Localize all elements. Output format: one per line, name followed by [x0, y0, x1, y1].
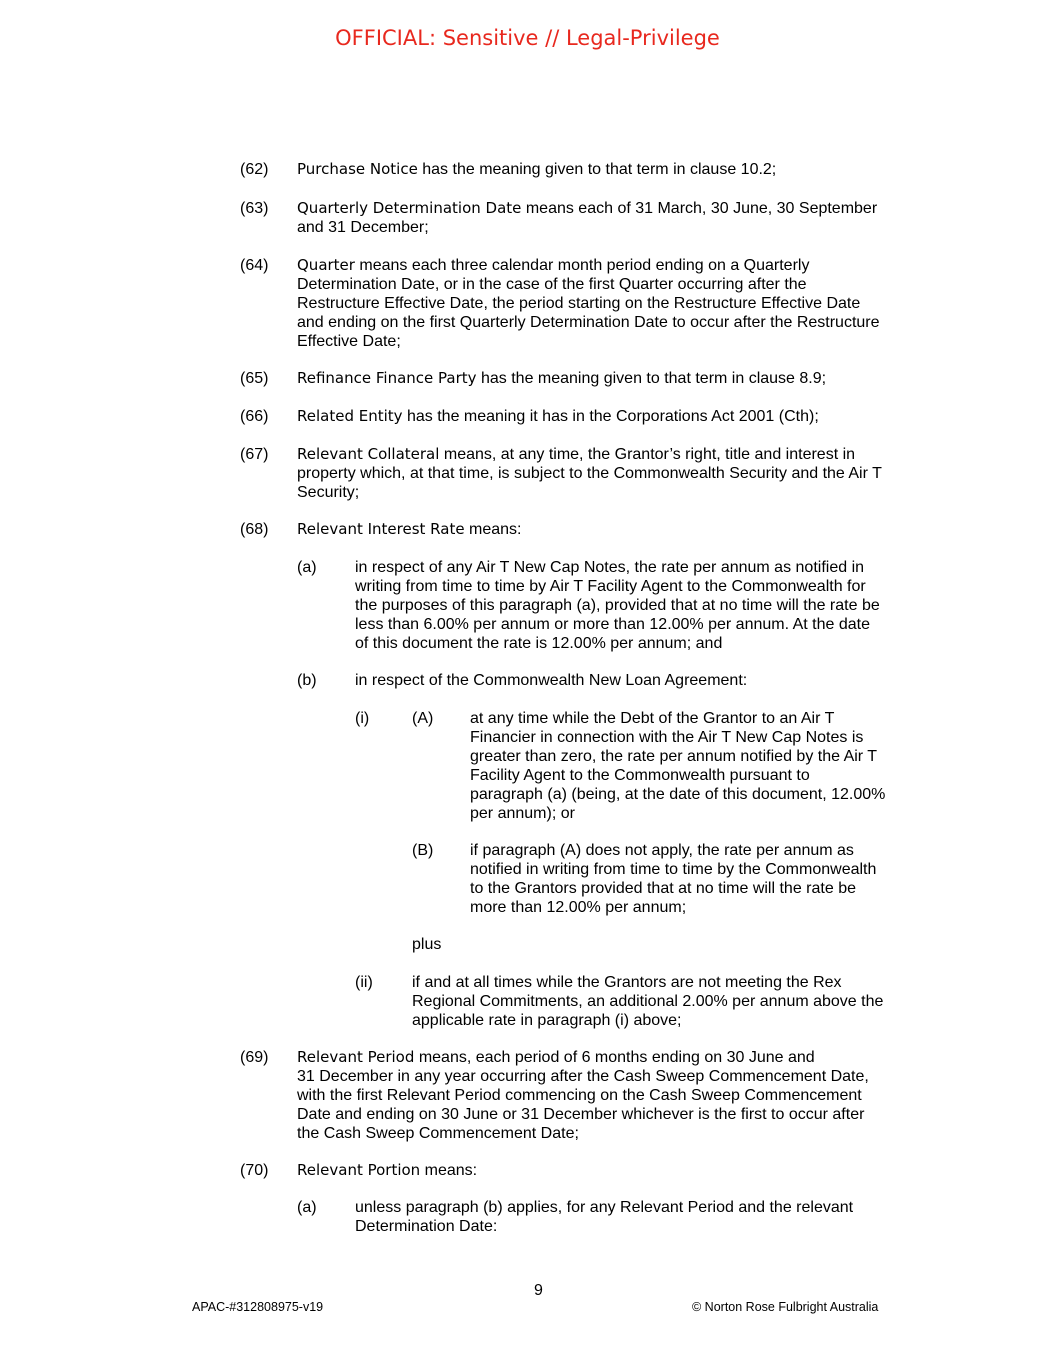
- subparagraph-number: (ii): [355, 974, 373, 991]
- definition-64: [297, 256, 809, 275]
- definition-line: Effective Date;: [297, 333, 401, 350]
- clause-number: (66): [240, 408, 269, 425]
- clause-number: (62): [240, 161, 269, 178]
- paragraph-line: the purposes of this paragraph (a), provided that at no time will the rate be: [355, 597, 880, 614]
- sub-subparagraph-line: at any time while the Debt of the Grantor to an Air T: [470, 710, 835, 727]
- defined-term: Relevant Period: [297, 1048, 415, 1066]
- paragraph-line: less than 6.00% per annum or more than 12.00% per annum. At the date: [355, 616, 870, 633]
- sub-subparagraph-line: Financier in connection with the Air T New Cap Notes is: [470, 729, 864, 746]
- sub-subparagraph-line: per annum); or: [470, 805, 575, 822]
- definition-text: means, each period of 6 months ending on 30 June and: [414, 1049, 815, 1066]
- paragraph-line: in respect of any Air T New Cap Notes, the rate per annum as notified in: [355, 559, 865, 576]
- definition-68: [297, 520, 522, 539]
- subparagraph-line: Regional Commitments, an additional 2.00% per annum above the: [412, 993, 884, 1010]
- clause-number: (67): [240, 446, 269, 463]
- defined-term: Quarterly Determination Date: [297, 199, 522, 217]
- paragraph-line: Determination Date:: [355, 1218, 498, 1235]
- definition-text: means:: [420, 1162, 478, 1179]
- definition-text: means:: [464, 521, 522, 538]
- sub-subparagraph-line: greater than zero, the rate per annum notified by the Air T: [470, 748, 878, 765]
- definition-line: property which, at that time, is subject to the Commonwealth Security and the Air T: [297, 465, 882, 482]
- defined-term: Quarter: [297, 256, 355, 274]
- defined-term: Relevant Interest Rate: [297, 520, 465, 538]
- definition-line: Date and ending on 30 June or 31 December whichever is the first to occur after: [297, 1106, 865, 1123]
- subparagraph-line: if and at all times while the Grantors are not meeting the Rex: [412, 974, 842, 991]
- definition-66: [297, 407, 819, 426]
- clause-number: (64): [240, 257, 269, 274]
- definition-67: [297, 445, 855, 464]
- defined-term: Relevant Collateral: [297, 445, 440, 463]
- subparagraph-number: (i): [355, 710, 370, 727]
- definition-text: has the meaning given to that term in clause 10.2;: [417, 161, 777, 178]
- paragraph-number: (a): [297, 559, 317, 576]
- clause-number: (65): [240, 370, 269, 387]
- definition-line: and 31 December;: [297, 219, 429, 236]
- paragraph-number: (b): [297, 672, 317, 689]
- definition-line: the Cash Sweep Commencement Date;: [297, 1125, 579, 1142]
- clause-number: (63): [240, 200, 269, 217]
- definition-line: Restructure Effective Date, the period starting on the Restructure Effective Date: [297, 295, 861, 312]
- clause-number: (69): [240, 1049, 269, 1066]
- paragraph-line: of this document the rate is 12.00% per annum; and: [355, 635, 723, 652]
- sub-subparagraph-line: to the Grantors provided that at no time will the rate be: [470, 880, 856, 897]
- definition-text: means each three calendar month period ending on a Quarterly: [354, 257, 810, 274]
- definition-line: Security;: [297, 484, 360, 501]
- paragraph-line: writing from time to time by Air T Facility Agent to the Commonwealth for: [355, 578, 866, 595]
- defined-term: Refinance Finance Party: [297, 369, 477, 387]
- classification-banner: OFFICIAL: Sensitive // Legal-Privilege: [335, 26, 720, 50]
- definition-text: has the meaning it has in the Corporations Act 2001 (Cth);: [402, 408, 819, 425]
- definition-69: [297, 1048, 815, 1067]
- definition-line: and ending on the first Quarterly Determination Date to occur after the Restructure: [297, 314, 880, 331]
- defined-term: Purchase Notice: [297, 160, 418, 178]
- sub-subparagraph-line: paragraph (a) (being, at the date of this document, 12.00%: [470, 786, 886, 803]
- definition-line: Determination Date, or in the case of the first Quarter occurring after the: [297, 276, 807, 293]
- clause-number: (68): [240, 521, 269, 538]
- definition-line: 31 December in any year occurring after the Cash Sweep Commencement Date,: [297, 1068, 869, 1085]
- sub-subparagraph-number: (B): [412, 842, 434, 859]
- sub-subparagraph-line: notified in writing from time to time by the Commonwealth: [470, 861, 877, 878]
- definition-63: [297, 199, 877, 218]
- definition-65: [297, 369, 826, 388]
- document-reference: APAC-#312808975-v19: [192, 1300, 324, 1314]
- copyright-notice: © Norton Rose Fulbright Australia: [692, 1300, 879, 1314]
- paragraph-number: (a): [297, 1199, 317, 1216]
- definition-text: means each of 31 March, 30 June, 30 September: [521, 200, 878, 217]
- definition-line: with the first Relevant Period commencing on the Cash Sweep Commencement: [297, 1087, 862, 1104]
- clause-number: (70): [240, 1162, 269, 1179]
- sub-subparagraph-line: if paragraph (A) does not apply, the rate per annum as: [470, 842, 854, 859]
- sub-subparagraph-line: Facility Agent to the Commonwealth pursuant to: [470, 767, 810, 784]
- definition-70: [297, 1161, 477, 1180]
- paragraph-line: unless paragraph (b) applies, for any Relevant Period and the relevant: [355, 1199, 854, 1216]
- defined-term: Relevant Portion: [297, 1161, 421, 1179]
- definition-text: means, at any time, the Grantor’s right, title and interest in: [439, 446, 856, 463]
- page-number: 9: [534, 1282, 543, 1299]
- paragraph-line: in respect of the Commonwealth New Loan Agreement:: [355, 672, 748, 689]
- plus-connector: plus: [412, 936, 442, 953]
- sub-subparagraph-number: (A): [412, 710, 434, 727]
- definition-text: has the meaning given to that term in clause 8.9;: [476, 370, 827, 387]
- sub-subparagraph-line: more than 12.00% per annum;: [470, 899, 687, 916]
- defined-term: Related Entity: [297, 407, 403, 425]
- subparagraph-line: applicable rate in paragraph (i) above;: [412, 1012, 682, 1029]
- definition-62: [297, 160, 776, 179]
